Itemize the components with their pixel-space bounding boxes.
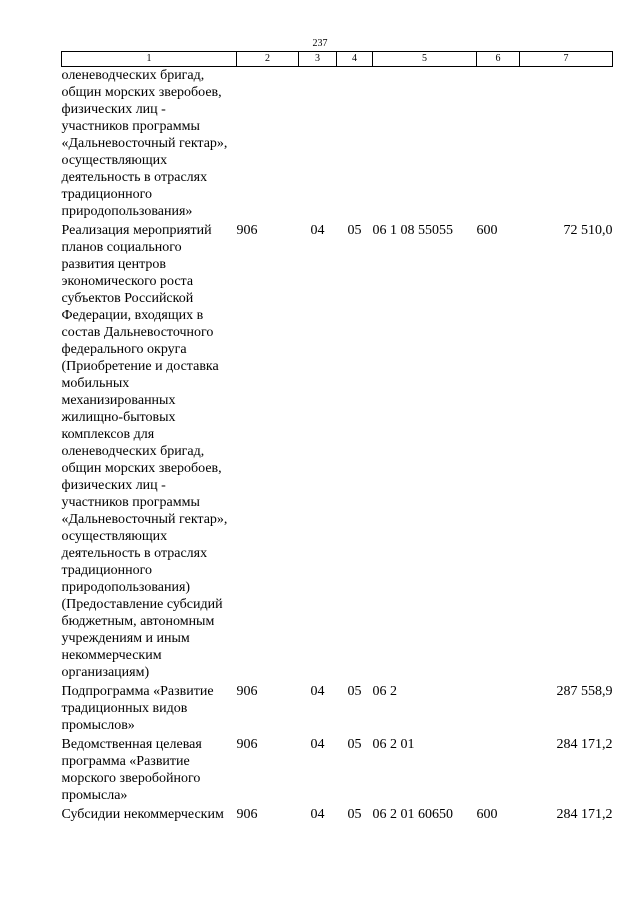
row-rz: 04: [310, 223, 325, 238]
header-col-7: 7: [520, 52, 613, 67]
row-csr: 06 2 01: [372, 737, 415, 752]
row-vr: 600: [476, 807, 498, 822]
row-vr: 600: [476, 223, 498, 238]
row-sum: 284 171,2: [556, 737, 613, 752]
header-col-5: 5: [373, 52, 477, 67]
row-vr: [477, 67, 520, 223]
header-col-6: 6: [477, 52, 520, 67]
header-col-1: 1: [62, 52, 237, 67]
row-vr: [477, 736, 520, 806]
row-ved: [237, 67, 299, 223]
header-col-4: 4: [337, 52, 373, 67]
row-ved: 906: [236, 223, 258, 238]
budget-table: [61, 51, 613, 825]
row-name: Ведомственная целевая программа «Развитие морского зверобойного промысла»: [61, 737, 202, 803]
row-sum: 72 510,0: [563, 223, 613, 238]
row-ved: 906: [236, 684, 258, 699]
table-row: [62, 683, 613, 736]
row-vr: [477, 683, 520, 736]
row-ved: 906: [236, 737, 258, 752]
table-row: [62, 736, 613, 806]
row-pr: 05: [347, 684, 362, 699]
row-csr: 06 2 01 60650: [372, 807, 453, 822]
row-name: Реализация мероприятий планов социального развития центров экономического роста субъектов Российской Федерации, входящих в состав Дальневосточного федерального округа (Приобретение и доставка мобильных механизированных жилищно-бытовых комплексов для оленеводческих бригад, общин морских зверобоев, физических лиц - участников программы «Дальневосточный гектар», осуществляющих деятельность в отраслях традиционного природопользования) (Предоставление субсидий бюджетным, автономным учреждениям и иным некоммерческим организациям): [61, 223, 228, 680]
row-sum: 287 558,9: [556, 684, 613, 699]
row-csr: 06 1 08 55055: [372, 223, 453, 238]
row-name: оленеводческих бригад, общин морских зверобоев, физических лиц - участников программы «Дальневосточный гектар», осуществляющих деятельность в отраслях традиционного природопользования»: [61, 68, 228, 219]
row-ved: 906: [236, 807, 258, 822]
table-row: [62, 67, 613, 223]
row-rz: 04: [310, 807, 325, 822]
row-csr: 06 2: [372, 684, 397, 699]
header-col-3: 3: [299, 52, 337, 67]
table-row: [62, 806, 613, 825]
table-row: [62, 222, 613, 683]
row-pr: 05: [347, 807, 362, 822]
row-rz: 04: [310, 737, 325, 752]
row-pr: [337, 67, 373, 223]
row-pr: 05: [347, 223, 362, 238]
row-name: Подпрограмма «Развитие традиционных видов промыслов»: [61, 684, 214, 733]
row-sum: [520, 67, 613, 223]
row-pr: 05: [347, 737, 362, 752]
row-rz: [299, 67, 337, 223]
row-rz: 04: [310, 684, 325, 699]
header-col-2: 2: [237, 52, 299, 67]
row-sum: 284 171,2: [556, 807, 613, 822]
row-csr: [373, 67, 477, 223]
table-header-row: [62, 52, 613, 67]
page-number: 237: [312, 38, 328, 49]
row-name: Субсидии некоммерческим: [61, 807, 224, 822]
